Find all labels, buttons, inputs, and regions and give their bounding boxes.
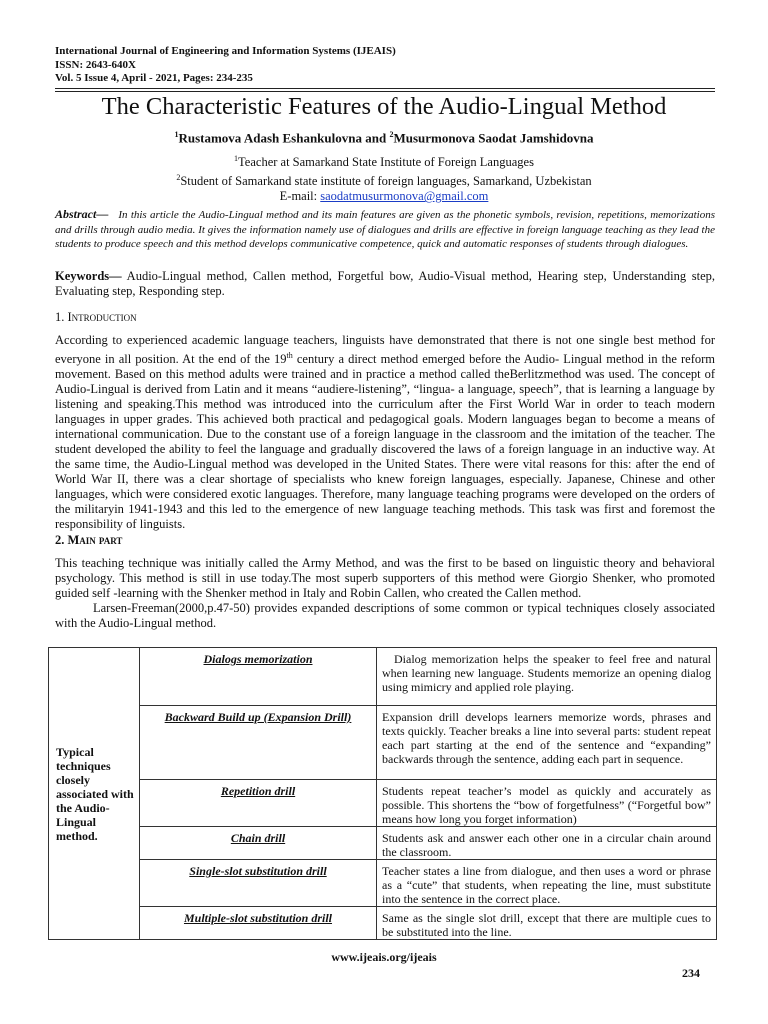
- technique-description: Expansion drill develops learners memorize words, phrases and texts quickly. Teacher breaks a line into several parts: student repeat each part starting at the end of the sentence and “expanding” backwards through the sentence, adding each part in sequence.: [377, 706, 717, 780]
- intro-superscript: th: [286, 351, 293, 360]
- authors-line: [0, 127, 768, 146]
- author2-sup: 2: [389, 130, 394, 139]
- journal-name: International Journal of Engineering and Information Systems (IJEAIS): [55, 45, 396, 57]
- author2-name: Musurmonova Saodat Jamshidovna: [393, 130, 594, 146]
- table-row: [49, 706, 717, 780]
- technique-description: Students repeat teacher’s model as quickly and accurately as possible. This shortens the “bow of forgetfulness” (“Forgetful bow” means how long you forget information): [377, 780, 717, 827]
- abstract: [55, 207, 715, 252]
- section-heading-main-part: [55, 533, 122, 548]
- affiliation-1: [0, 151, 768, 170]
- journal-header: [55, 45, 396, 86]
- technique-name: Repetition drill: [140, 780, 377, 827]
- main-paragraph-1: This teaching technique was initially called the Army Method, and was the first to be based on linguistic theory and behavioral psychology. This method is still in use today.The most superb supporters of this method were Giorgio Shenker, who promoted guided self -learning with the Shenker method in Italy and Robin Callen, who created the Callen method.: [55, 556, 715, 600]
- intro-text-part1: According to experienced academic language teachers, linguists have demonstrated that there is not one single best method for everyone in all position. At the end of the 19: [55, 333, 715, 367]
- technique-description: Same as the single slot drill, except that there are multiple cues to be substituted into the line.: [377, 907, 717, 940]
- section-number: 2.: [55, 533, 68, 547]
- affiliation2-sup: 2: [176, 173, 181, 183]
- page-number: 234: [682, 966, 700, 980]
- email-label: E-mail:: [279, 189, 321, 204]
- technique-name: Chain drill: [140, 827, 377, 860]
- main-paragraph-2: Larsen-Freeman(2000,p.47-50) provides expanded descriptions of some common or typical techniques closely associated with the Audio-Lingual method.: [55, 601, 715, 630]
- technique-description-text: Dialog memorization helps the speaker to feel free and natural when learning new language. Students memorize an opening dialog using mimicry and applied role playing.: [382, 652, 711, 694]
- keywords-label: Keywords—: [55, 269, 122, 283]
- affiliations: [0, 151, 768, 204]
- section-heading-introduction: [55, 310, 137, 325]
- journal-volume: Vol. 5 Issue 4, April - 2021, Pages: 234-235: [55, 72, 253, 84]
- author1-sup: 1: [174, 130, 179, 139]
- table-row: [49, 648, 717, 706]
- email-line: [0, 189, 768, 204]
- affiliation-2: [0, 170, 768, 189]
- table-row: [49, 827, 717, 860]
- technique-name: Dialogs memorization: [140, 648, 377, 706]
- abstract-text: In this article the Audio-Lingual method and its main features are given as the phonetic symbols, revision, repetitions, memorizations and drills through audio media. It gives the information namely use of dialogues and drills are effective in foreign language teaching as they lead the students to produce speech and this method develops communicative competence, quick and automatic responses of students through dialogues.: [55, 209, 715, 250]
- table-row: [49, 780, 717, 827]
- table-row: [49, 860, 717, 907]
- affiliation2-text: Student of Samarkand state institute of foreign languages, Samarkand, Uzbekistan: [180, 174, 592, 189]
- abstract-label: Abstract—: [55, 207, 109, 221]
- section-title: Introduction: [67, 310, 137, 324]
- technique-name: Multiple-slot substitution drill: [140, 907, 377, 940]
- journal-issn: ISSN: 2643-640X: [55, 58, 136, 71]
- table-row: [49, 907, 717, 940]
- technique-description: [377, 648, 717, 706]
- technique-description: Students ask and answer each other one in a circular chain around the classroom.: [377, 827, 717, 860]
- header-rule-top: [55, 88, 715, 89]
- technique-name: Backward Build up (Expansion Drill): [140, 706, 377, 780]
- affiliation1-sup: 1: [234, 154, 239, 163]
- keywords-text: Audio-Lingual method, Callen method, Forgetful bow, Audio-Visual method, Hearing step, Understanding step, Evaluating step, Responding step.: [55, 269, 716, 298]
- table-group-label: Typical techniques closely associated with the Audio-Lingual method.: [49, 648, 140, 940]
- section-number: 1.: [55, 310, 68, 324]
- paper-title: The Characteristic Features of the Audio-Lingual Method: [101, 93, 667, 120]
- email-link[interactable]: saodatmusurmonova@gmail.com: [320, 189, 489, 204]
- technique-description: Teacher states a line from dialogue, and then uses a word or phrase as a “cute” that students, when repeating the line, must substitute into the sentence in the correct place.: [377, 860, 717, 907]
- keywords: [55, 269, 715, 299]
- footer-url: www.ijeais.org/ijeais: [331, 950, 437, 964]
- affiliation1-text: Teacher at Samarkand State Institute of Foreign Languages: [238, 155, 534, 170]
- section-title: Main part: [67, 533, 123, 547]
- intro-paragraph: [55, 333, 715, 532]
- author1-name: Rustamova Adash Eshankulovna and: [178, 130, 390, 146]
- techniques-table: [48, 647, 717, 940]
- intro-text-part2: century a direct method emerged before the Audio- Lingual method in the reform movement. Based on this method adults were trained and in practice a method called theBerlitzmethod was used. The concept of Audio-Lingual is derived from Latin and it means “audiere-listening”, “lingua- a language, speech”, that is learning a language by listening and speaking.This method was introduced into the curriculum after the First World War in order to teach modern languages in upper grades. This achieved both practical and pedagogical goals. Modern languages began to become a means of international communication. Due to the constant use of a foreign language in the classroom and the imitation of the teacher. The student developed the ability to feel the language and gradually discovered the laws of a foreign language in an inductive way. At the same time, the Audio-Lingual method was developed in the United States. There were vital reasons for this: after the end of World War II, there was a clear shortage of specialists who knew foreign languages, especially. Japanese, Chinese and other languages, which were considered exotic languages. Therefore, many language teaching programs were developed on the orders of the militaryin 1941-1943 and this led to the emergence of new language teaching methods. This task was first and foremost the responsibility of linguists.: [55, 352, 715, 532]
- technique-name: Single-slot substitution drill: [140, 860, 377, 907]
